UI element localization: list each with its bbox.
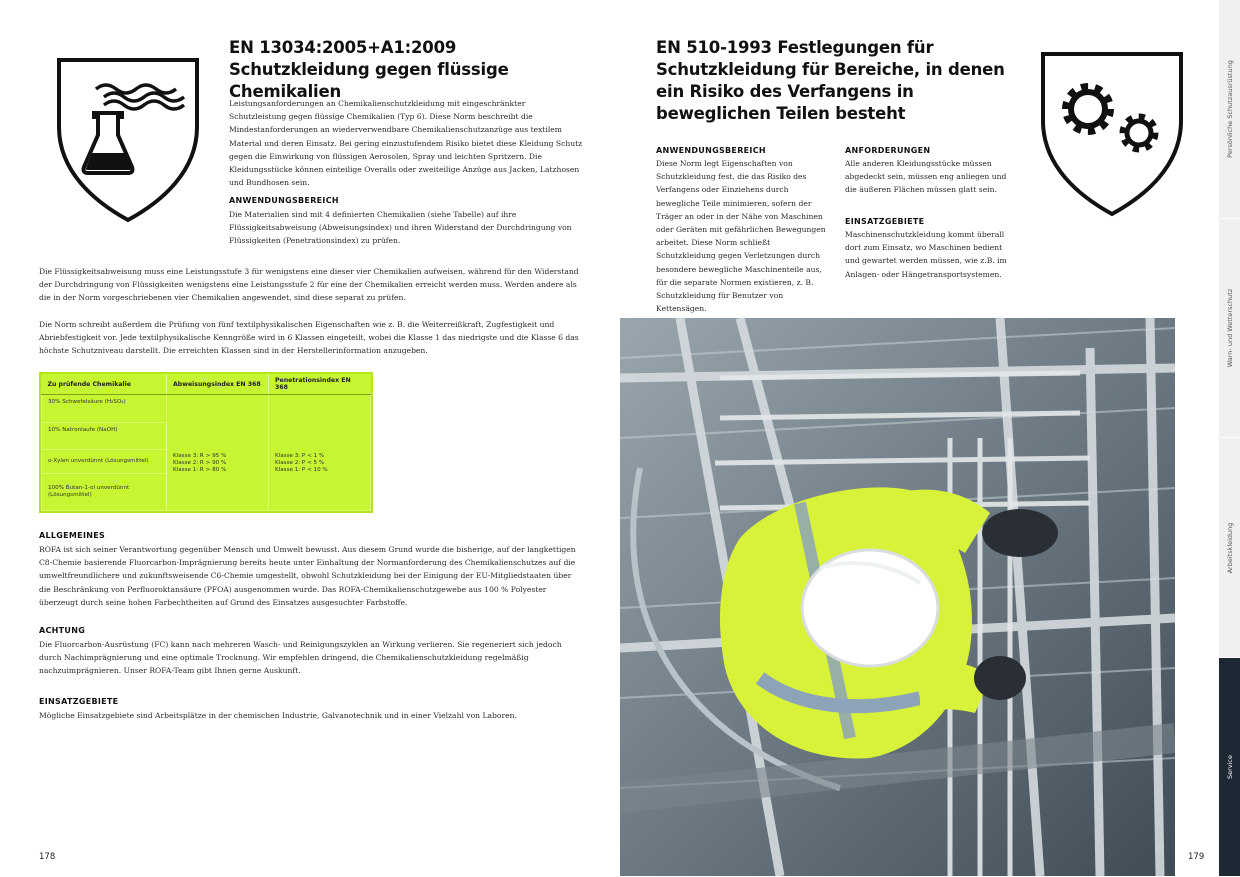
sidebar-tab-service[interactable] — [1219, 658, 1240, 877]
sidebar-tab-label: Arbeitskleidung — [1225, 522, 1234, 573]
sidebar-tab-weather[interactable] — [1219, 219, 1240, 438]
right-scope-text: Diese Norm legt Eigenschaften von Schutzkleidung fest, die das Risiko des Verfangens oder Einziehens durch bewegliche Teile minimieren, sofern der Träger an oder in der Nähe von Maschinen oder Geräten mit gefährlichen Bewegungen arbeitet. Diese Norm schließt Schutzkleidung gegen Verletzungen durch besondere bewegliche Maschinenteile aus, für die separate Normen existieren, z. B. Schutzkleidung für Benutzer von Kettensägen. — [656, 159, 826, 314]
requirements-text: Alle anderen Kleidungsstücke müssen abgedeckt sein, müssen eng anliegen und die äußeren Flächen müssen glatt sein. — [845, 159, 1007, 195]
penetration-class-2: Klasse 2: P < 5 % — [275, 460, 325, 466]
left-intro: Leistungsanforderungen an Chemikalienschutzkleidung mit eingeschränkter Schutzleistung gegen flüssige Chemikalien (Typ 6). Diese Norm beschreibt die Mindestanforderungen an wiederverwendbare Chemikalienschutzanzüge aus textilem Material und deren Einsatz. Bei gering einzustufendem Risiko bietet diese Kleidung Schutz gegen die Einwirkung von flüssigen Aerosolen, Spray und leichten Spritzern. Die Kleidungsstücke können einteilige Overalls oder zweiteilige Anzüge aus Jacken, Latzhosen und Bundhosen sein. — [229, 99, 583, 188]
repellency-class-1: Klasse 1: R > 80 % — [173, 467, 227, 473]
table-cell-repellency — [167, 395, 269, 511]
sidebar-tab-workwear[interactable] — [1219, 438, 1240, 658]
table-cell-chemical: 100% Butan-1-ol unverdünnt (Lösungsmittel) — [42, 473, 167, 510]
sidebar-tab-label: Persönliche Schutzausrüstung — [1225, 60, 1234, 158]
right-scope-title: ANWENDUNGSBEREICH — [656, 146, 766, 155]
general-title: ALLGEMEINES — [39, 531, 106, 540]
left-use-title: EINSATZGEBIETE — [39, 697, 119, 706]
caution-text: Die Fluorcarbon-Ausrüstung (FC) kann nach mehreren Wasch- und Reinigungszyklen an Wirkung verlieren. Sie regeneriert sich jedoch durch Nachimprägnierung und eine optimale Trocknung. Wir empfehlen dringend, die Chemikalienschutzkleidung regelmäßig nachzuimprägnieren. Unser ROFA-Team gibt Ihnen gerne Auskunft. — [39, 640, 562, 676]
left-use-text: Mögliche Einsatzgebiete sind Arbeitsplätze in der chemischen Industrie, Galvanotechnik und in einer Vielzahl von Laboren. — [39, 711, 517, 720]
repellency-class-3: Klasse 3: R > 95 % — [173, 453, 227, 459]
left-paragraph-2: Die Norm schreibt außerdem die Prüfung von fünf textilphysikalischen Eigenschaften wie z. B. die Weiterreißkraft, Zugfestigkeit und Abriebfestigkeit vor. Jede textilphysikalische Kenngröße wird in 6 Klassen eingeteilt, wobei die Klasse 1 das niedrigste und die Klasse 6 das höchste Schutzniveau darstellt. Die erreichten Klassen sind in der Herstellerinformation anzugeben. — [39, 320, 579, 356]
left-scope-title: ANWENDUNGSBEREICH — [229, 196, 339, 205]
page-number-left: 178 — [39, 852, 56, 862]
table-header: Penetrationsindex EN 368 — [269, 374, 371, 395]
table-header: Abweisungsindex EN 368 — [167, 374, 269, 395]
penetration-class-1: Klasse 1: P < 10 % — [275, 467, 328, 473]
chemical-table — [39, 372, 373, 513]
left-scope-text: Die Materialien sind mit 4 definierten Chemikalien (siehe Tabelle) auf ihre Flüssigkeitsabweisung (Abweisungsindex) und ihren Widerstand der Durchdringung von Flüssigkeiten (Penetrationsindex) zu prüfen. — [229, 210, 572, 246]
right-use-title: EINSATZGEBIETE — [845, 217, 925, 226]
table-cell-chemical: 10% Natronlaufe (NaOH) — [42, 422, 167, 450]
repellency-class-2: Klasse 2: R > 90 % — [173, 460, 227, 466]
sidebar-tab-label: Warn- und Wetterschutz — [1225, 288, 1234, 368]
section-sidebar — [1219, 0, 1240, 876]
sidebar-tab-ppe[interactable] — [1219, 0, 1240, 219]
table-header: Zu prüfende Chemikalie — [42, 374, 167, 395]
table-cell-chemical: 30% Schwefelsäure (H₂SO₄) — [42, 395, 167, 423]
right-shield-icon — [1040, 51, 1184, 217]
caution-title: ACHTUNG — [39, 626, 86, 635]
table-cell-penetration — [269, 395, 371, 511]
worker-photo — [620, 318, 1175, 876]
table-cell-chemical: o-Xylen unverdünnt (Lösungsmittel) — [42, 450, 167, 474]
penetration-class-3: Klasse 3: P < 1 % — [275, 453, 325, 459]
sidebar-tab-label: Service — [1225, 754, 1234, 780]
right-heading: EN 510-1993 Festlegungen für Schutzkleidung für Bereiche, in denen ein Risiko des Verfangens in beweglichen Teilen besteht — [656, 38, 1005, 123]
left-heading: EN 13034:2005+A1:2009 Schutzkleidung gegen flüssige Chemikalien — [229, 38, 509, 101]
left-paragraph-1: Die Flüssigkeitsabweisung muss eine Leistungsstufe 3 für wenigstens eine dieser vier Chemikalien aufweisen, während für den Widerstand der Durchdringung von Flüssigkeiten wenigstens eine Leistungsstufe 2 für eine der Chemikalien erreicht werden muss. Werden andere als die in der Norm vorgeschriebenen vier Chemikalien angewendet, sind diese separat zu prüfen. — [39, 267, 579, 303]
left-shield-icon — [56, 57, 200, 223]
requirements-title: ANFORDERUNGEN — [845, 146, 931, 155]
general-text: ROFA ist sich seiner Verantwortung gegenüber Mensch und Umwelt bewusst. Aus diesem Grund wurde die bisherige, auf der langkettigen C8-Chemie basierende Fluorcarbon-Imprägnierung bereits heute unter Einhaltung der Normanforderung des Chemikalienschutzes auf die umweltfreundlichere und zukunftsweisende C6-Chemie umgestellt, obwohl Schutzkleidung bei der Einigung der EU-Mitgliedstaaten über die Beschränkung von Perfluoroktansäure (PFOA) ausgenommen wurde. Das ROFA-Chemikalienschutzgewebe aus 100 % Polyester überzeugt durch seine hohen Farbechtheiten auf Grund des Einsatzes ausgesuchter Farbstoffe. — [39, 545, 576, 607]
right-use-text: Maschinenschutzkleidung kommt überall dort zum Einsatz, wo Maschinen bedient und gewartet werden müssen, wie z.B. im Anlagen- oder Hängetransportsystemen. — [845, 230, 1007, 279]
page-number-right: 179 — [1188, 852, 1205, 862]
